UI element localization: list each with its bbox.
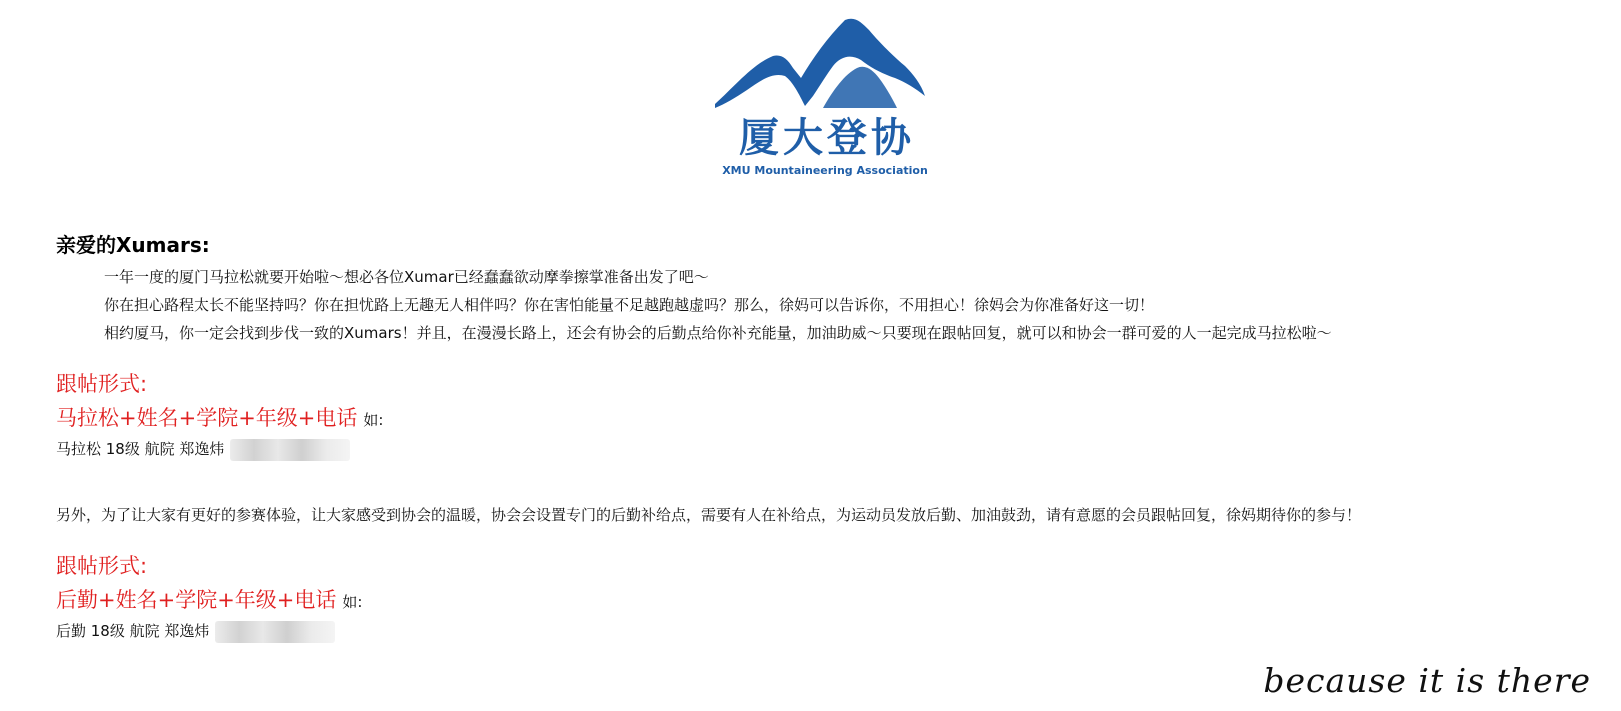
logo	[715, 16, 935, 186]
marathon-example-line	[56, 438, 350, 461]
intro-paragraph-3: 相约厦马，你一定会找到步伐一致的Xumars！并且，在漫漫长路上，还会有协会的后勤点给你补充能量，加油助威～只要现在跟帖回复，就可以和协会一群可爱的人一起完成马拉松啦～	[104, 324, 1332, 342]
marathon-format: 马拉松+姓名+学院+年级+电话	[56, 406, 358, 430]
marathon-example: 马拉松 18级 航院 郑逸炜	[56, 440, 225, 458]
logistics-note: 另外，为了让大家有更好的参赛体验，让大家感受到协会的温暖，协会会设置专门的后勤补给点，需要有人在补给点，为运动员发放后勤、加油鼓劲，请有意愿的会员跟帖回复，徐妈期待你的参与！	[56, 506, 1362, 524]
logistics-format-line	[56, 586, 362, 616]
logo-name-cn: 厦大登协	[739, 115, 915, 161]
intro-paragraph-1: 一年一度的厦门马拉松就要开始啦～想必各位Xumar已经蠢蠢欲动摩拳擦掌准备出发了吧～	[104, 268, 709, 286]
logistics-format-suffix: 如:	[342, 593, 363, 611]
logistics-section-title: 跟帖形式:	[56, 554, 148, 578]
logo-name-en: XMU Mountaineering Association	[722, 164, 928, 177]
logistics-example-line	[56, 620, 335, 643]
redacted-phone-blur	[215, 621, 335, 643]
greeting: 亲爱的Xumars:	[56, 233, 210, 257]
logistics-format: 后勤+姓名+学院+年级+电话	[56, 588, 337, 612]
logistics-example: 后勤 18级 航院 郑逸炜	[56, 622, 210, 640]
redacted-phone-blur	[230, 439, 350, 461]
mountain-logo-icon	[715, 16, 935, 111]
marathon-section-title: 跟帖形式:	[56, 372, 148, 396]
signature: because it is there	[1263, 661, 1591, 700]
marathon-format-suffix: 如:	[363, 411, 384, 429]
marathon-format-line	[56, 404, 383, 434]
intro-paragraph-2: 你在担心路程太长不能坚持吗？你在担忧路上无趣无人相伴吗？你在害怕能量不足越跑越虚吗？那么，徐妈可以告诉你，不用担心！徐妈会为你准备好这一切！	[104, 296, 1155, 314]
